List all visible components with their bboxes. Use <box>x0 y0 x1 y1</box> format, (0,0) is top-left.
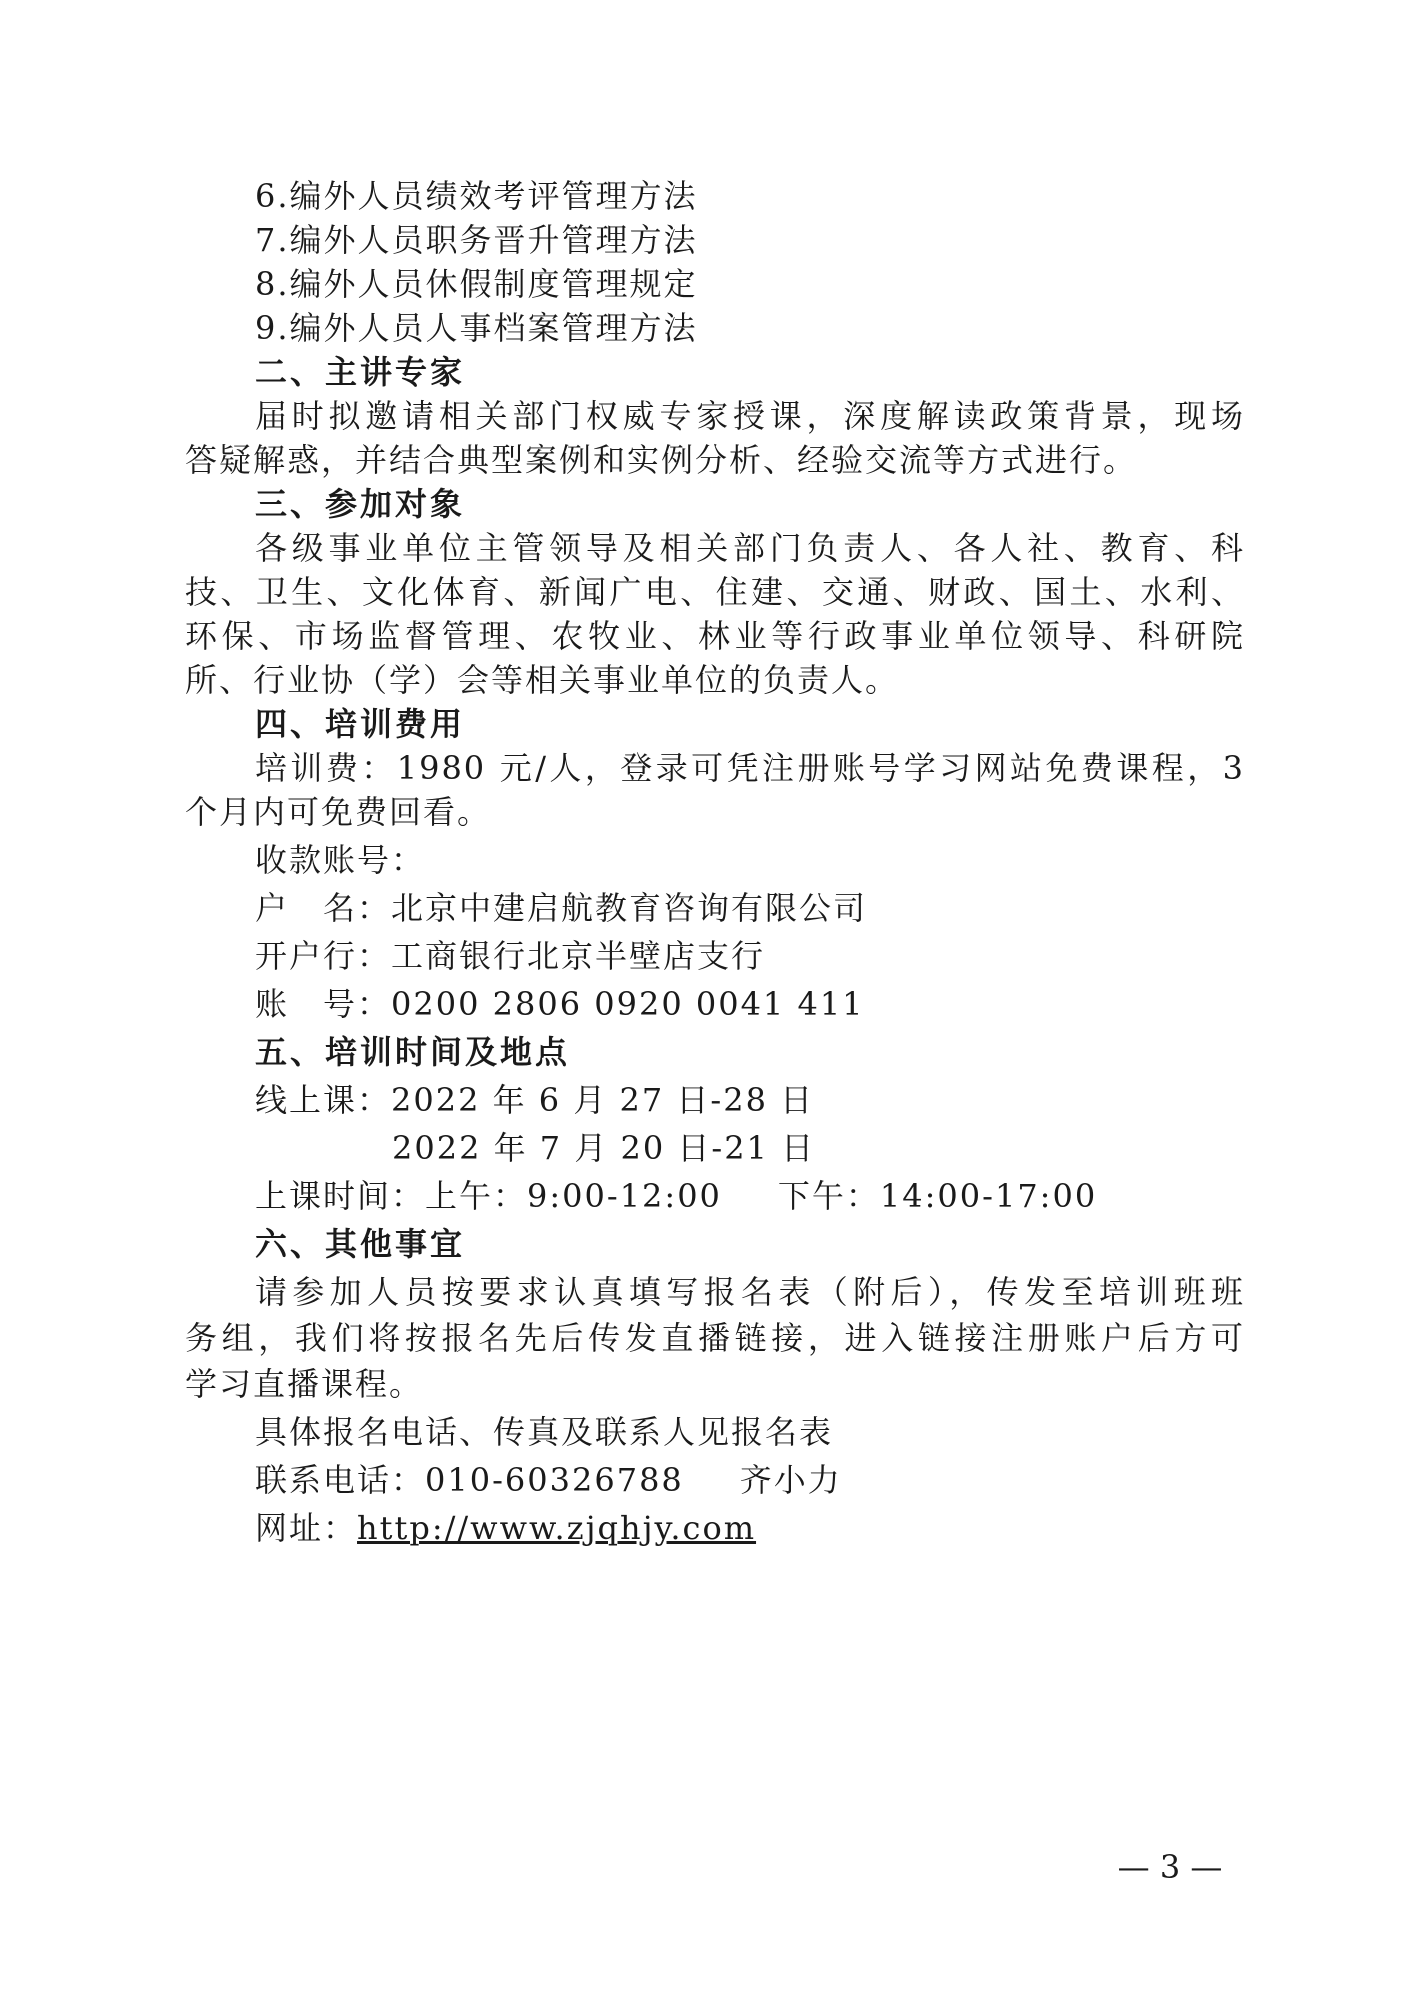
section-heading: 四、培训费用 <box>255 705 466 743</box>
paragraph-line: 各级事业单位主管领导及相关部门负责人、各人社、教育、科 <box>255 529 1245 567</box>
paragraph-line: 具体报名电话、传真及联系人见报名表 <box>255 1413 834 1451</box>
contact-phone-label: 联系电话： <box>255 1461 426 1499</box>
list-item: 9.编外人员人事档案管理方法 <box>255 309 698 347</box>
paragraph-line: 培训费：1980 元/人，登录可凭注册账号学习网站免费课程，3 <box>255 749 1245 787</box>
paragraph-line: 届时拟邀请相关部门权威专家授课，深度解读政策背景，现场 <box>255 397 1245 435</box>
online-course-date-1: 2022 年 6 月 27 日-28 日 <box>391 1081 815 1119</box>
account-name-value: 北京中建启航教育咨询有限公司 <box>391 889 868 927</box>
paragraph-line: 学习直播课程。 <box>185 1365 424 1403</box>
list-item: 8.编外人员休假制度管理规定 <box>255 265 698 303</box>
online-course-date-2: 2022 年 7 月 20 日-21 日 <box>392 1129 816 1167</box>
paragraph-line: 技、卫生、文化体育、新闻广电、住建、交通、财政、国土、水利、 <box>185 573 1245 611</box>
account-name-row <box>255 884 1245 932</box>
account-bank-row <box>255 932 1245 980</box>
class-time-morning: 上午：9:00-12:00 <box>425 1177 722 1215</box>
section-heading: 二、主讲专家 <box>255 353 466 391</box>
section-heading: 五、培训时间及地点 <box>255 1033 571 1071</box>
list-item: 6.编外人员绩效考评管理方法 <box>255 177 698 215</box>
account-bank-label: 开户行： <box>255 937 392 975</box>
class-time-row <box>255 1172 1245 1220</box>
account-name-label: 户 名： <box>255 889 392 927</box>
online-course-row <box>255 1076 1245 1124</box>
contact-phone-number: 010-60326788 <box>425 1461 684 1499</box>
class-time-label: 上课时间： <box>255 1177 426 1215</box>
paragraph-line: 务组，我们将按报名先后传发直播链接，进入链接注册账户后方可 <box>185 1319 1245 1357</box>
website-label: 网址： <box>255 1509 358 1547</box>
section-heading: 六、其他事宜 <box>255 1225 466 1263</box>
paragraph-line: 答疑解惑，并结合典型案例和实例分析、经验交流等方式进行。 <box>185 441 1138 479</box>
page-number: — 3 — <box>1117 1848 1223 1886</box>
account-number-value: 0200 2806 0920 0041 411 <box>391 985 865 1023</box>
account-number-row <box>255 980 1245 1028</box>
paragraph-line: 请参加人员按要求认真填写报名表（附后），传发至培训班班 <box>255 1273 1245 1311</box>
section-heading: 三、参加对象 <box>255 485 466 523</box>
account-title: 收款账号： <box>255 841 426 879</box>
paragraph-line: 所、行业协（学）会等相关事业单位的负责人。 <box>185 661 900 699</box>
website-link[interactable]: http://www.zjqhjy.com <box>357 1509 757 1547</box>
account-number-label: 账 号： <box>255 985 392 1023</box>
website-row <box>255 1504 1245 1552</box>
contact-person: 齐小力 <box>739 1461 842 1499</box>
contact-phone-row <box>255 1456 1245 1504</box>
class-time-afternoon: 下午：14:00-17:00 <box>777 1177 1098 1215</box>
paragraph-line: 环保、市场监督管理、农牧业、林业等行政事业单位领导、科研院 <box>185 617 1245 655</box>
paragraph-line: 个月内可免费回看。 <box>185 793 492 831</box>
list-item: 7.编外人员职务晋升管理方法 <box>255 221 698 259</box>
account-bank-value: 工商银行北京半壁店支行 <box>391 937 766 975</box>
online-course-label: 线上课： <box>255 1081 392 1119</box>
